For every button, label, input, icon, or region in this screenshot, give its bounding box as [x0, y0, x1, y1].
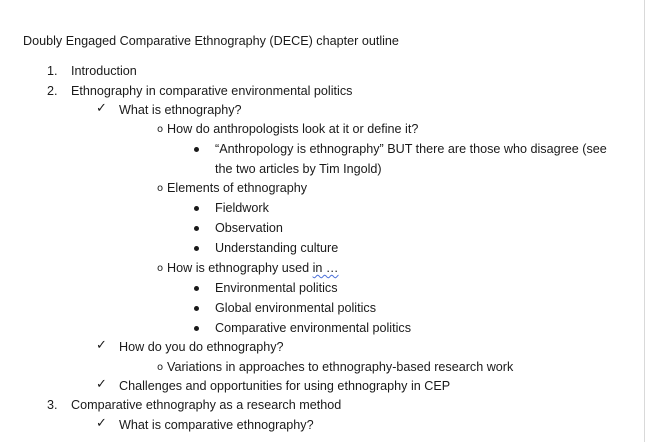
outline-item-introduction: Introduction — [71, 64, 137, 78]
outline-item-elements: Elements of ethnography — [167, 181, 308, 195]
circle-bullet-icon: o — [157, 263, 164, 274]
bullet-icon — [194, 226, 199, 231]
outline-item-how-used — [167, 260, 339, 276]
outline-item-how-do-you: How do you do ethnography? — [119, 340, 284, 354]
outline-item-comparative-method: Comparative ethnography as a research method — [71, 398, 342, 412]
outline-item-what-is-ethnography: What is ethnography? — [119, 103, 242, 117]
outline-item-what-is-comparative: What is comparative ethnography? — [119, 418, 314, 432]
list-number-3: 3. — [47, 398, 58, 412]
checkmark-icon: ✓ — [96, 338, 107, 353]
circle-bullet-icon: o — [157, 362, 164, 373]
outline-item-challenges: Challenges and opportunities for using ethnography in CEP — [119, 379, 451, 393]
outline-item-observation: Observation — [215, 221, 283, 235]
outline-item-global-env-politics: Global environmental politics — [215, 301, 377, 315]
outline-item-how-anthropologists: How do anthropologists look at it or define it? — [167, 122, 419, 136]
page-edge — [0, 436, 645, 442]
bullet-icon — [194, 206, 199, 211]
bullet-icon — [194, 286, 199, 291]
outline-item-anthro-quote-continued: the two articles by Tim Ingold) — [215, 162, 382, 176]
document-title: Doubly Engaged Comparative Ethnography (DECE) chapter outline — [23, 34, 399, 48]
circle-bullet-icon: o — [157, 183, 164, 194]
circle-bullet-icon: o — [157, 124, 164, 135]
list-number-1: 1. — [47, 64, 58, 78]
outline-item-understanding-culture: Understanding culture — [215, 241, 339, 255]
outline-item-how-used-text: How is ethnography used — [167, 261, 313, 275]
checkmark-icon: ✓ — [96, 377, 107, 392]
list-number-2: 2. — [47, 84, 58, 98]
outline-item-ethnography-cep: Ethnography in comparative environmental politics — [71, 84, 353, 98]
checkmark-icon: ✓ — [96, 416, 107, 431]
bullet-icon — [194, 246, 199, 251]
outline-item-comparative-env-politics: Comparative environmental politics — [215, 321, 411, 335]
outline-item-fieldwork: Fieldwork — [215, 201, 269, 215]
grammar-flag[interactable]: in … — [312, 261, 339, 275]
outline-item-variations: Variations in approaches to ethnography-based research work — [167, 360, 514, 374]
bullet-icon — [194, 147, 199, 152]
outline-item-anthro-quote: “Anthropology is ethnography” BUT there are those who disagree (see — [215, 142, 607, 156]
bullet-icon — [194, 326, 199, 331]
bullet-icon — [194, 306, 199, 311]
outline-item-environmental-politics: Environmental politics — [215, 281, 338, 295]
checkmark-icon: ✓ — [96, 101, 107, 116]
